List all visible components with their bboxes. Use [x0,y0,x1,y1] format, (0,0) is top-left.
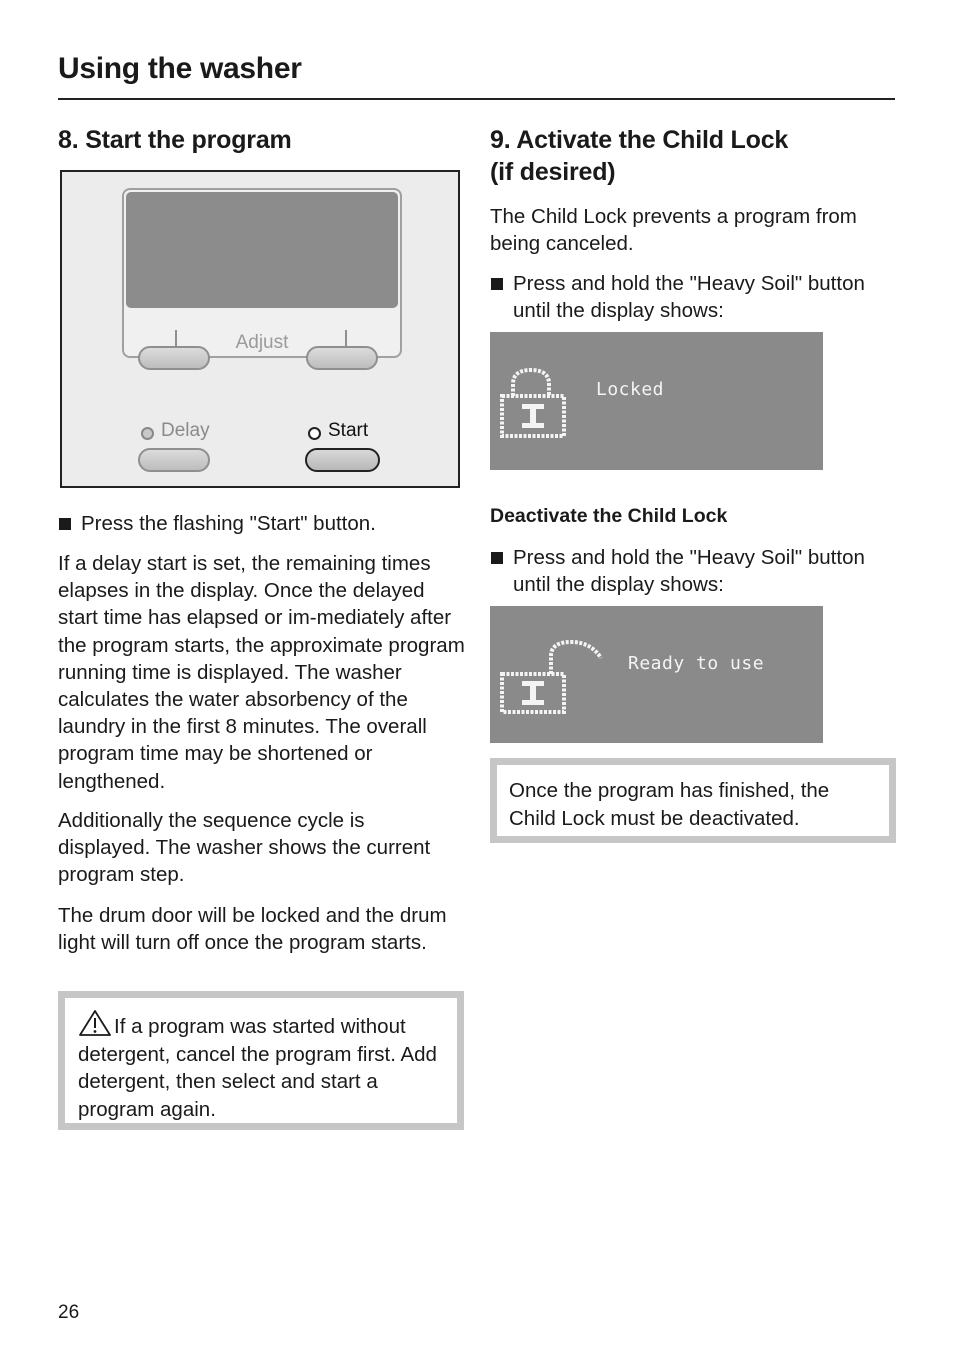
display-ready-text: Ready to use [628,653,765,674]
title-rule [58,98,895,100]
padlock-closed-icon [499,366,569,440]
adjust-minus-button[interactable] [138,346,210,370]
delay-label: Delay [161,420,210,441]
page-title: Using the washer [58,52,302,85]
start-button[interactable] [305,448,380,472]
display-ready [490,606,823,743]
start-bullet: Press the flashing "Start" button. [58,510,481,537]
adjust-label: Adjust [235,332,289,353]
display-screen [126,192,398,308]
start-label: Start [328,420,369,441]
section-9-heading [490,124,788,188]
activate-bullet: Press and hold the "Heavy Soil" button until the display shows: [490,270,873,324]
note-text: Once the program has finished, the Child Lock must be deactivated. [509,779,830,830]
display-locked-text: Locked [596,379,665,400]
paragraph-sequence: Additionally the sequence cycle is displayed. The washer shows the current program step. [58,809,431,887]
deactivate-subheading: Deactivate the Child Lock [490,505,728,527]
child-lock-intro: The Child Lock prevents a program from being canceled. [490,205,857,256]
section-9-heading-line2: (if desired) [490,158,616,186]
section-8-heading: 8. Start the program [58,126,292,154]
paragraph-delay: If a delay start is set, the remaining times elapses in the display. Once the delayed start time has elapsed or im-mediately after the program starts, the approximate program running time is displayed. The washer calculates the water absorbency of the laundry in the first 8 minutes. The overall program time may be shortened or lengthened. [58,552,465,793]
display-locked [490,332,823,470]
note-box [490,758,896,843]
display-bezel [122,188,402,358]
warning-text: If a program was started without detergent, cancel the program first. Add detergent, then select and start a program again. [78,1015,437,1121]
padlock-open-icon [499,636,609,716]
warning-box [58,991,464,1130]
control-panel-figure [60,170,460,488]
adjust-plus-button[interactable] [306,346,378,370]
section-9-heading-line1: 9. Activate the Child Lock [490,126,789,154]
paragraph-door-lock: The drum door will be locked and the drum light will turn off once the program starts. [58,904,447,955]
deactivate-bullet: Press and hold the "Heavy Soil" button until the display shows: [490,544,873,598]
delay-button[interactable] [138,448,210,472]
delay-led-icon [141,427,154,440]
warning-triangle-icon [78,1009,112,1037]
start-led-icon [308,427,321,440]
page-number: 26 [58,1302,80,1323]
